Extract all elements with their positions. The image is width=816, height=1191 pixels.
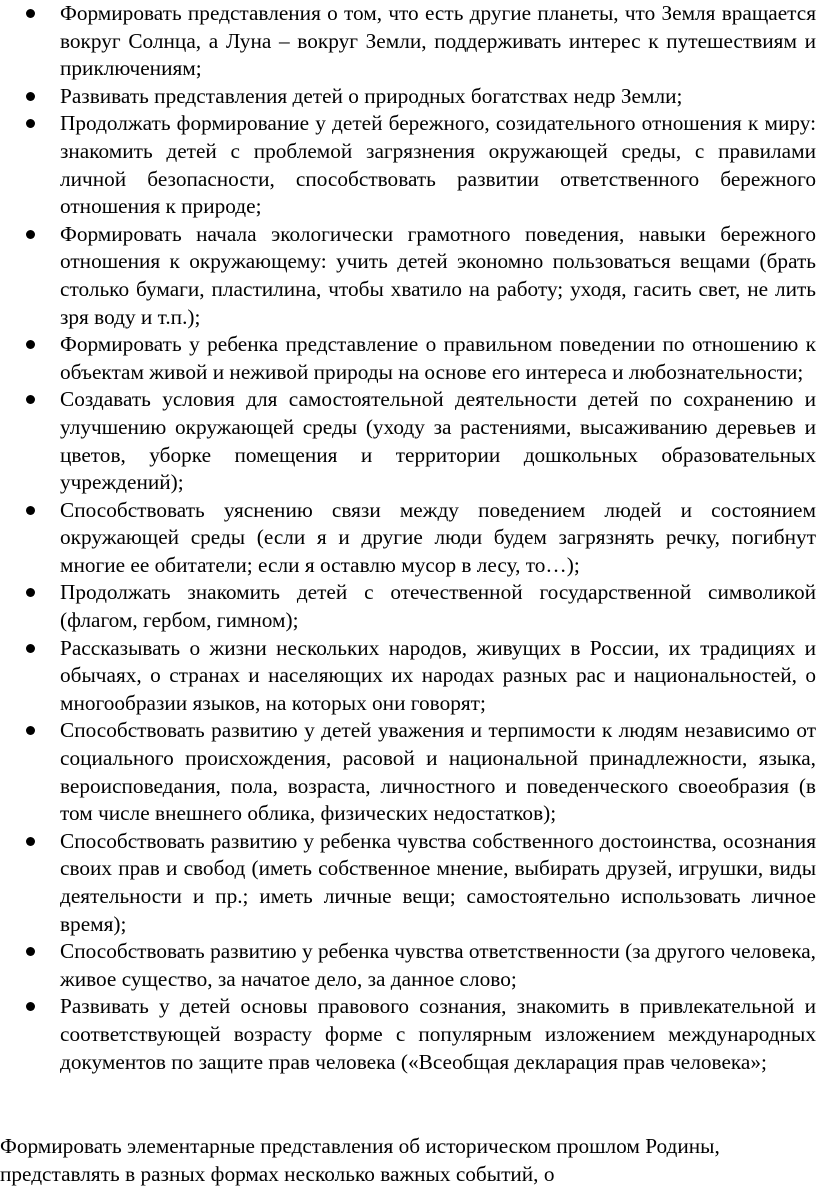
list-item-text: Способствовать развитию у ребенка чувства собственного достоинства, осознания своих прав и свобод (иметь собственное мнение, выбирать друзей, игрушки, виды деятельности и пр.; иметь личные вещи; самостоятельно использовать личное время); (60, 828, 816, 936)
bullet-icon (26, 230, 35, 239)
list-item (0, 579, 816, 634)
list-item-text: Способствовать развитию у детей уважения и терпимости к людям независимо от социального происхождения, расовой и национальной принадлежности, языка, вероисповедания, пола, возраста, личностного и поведенческого своеобразия (в том числе внешнего облика, физических недостатков); (60, 718, 816, 826)
bullet-icon (26, 837, 35, 846)
list-item (0, 221, 816, 331)
bullet-icon (26, 506, 35, 515)
list-item-text: Продолжать формирование у детей бережного, созидательного отношения к миру: знакомить детей с проблемой загрязнения окружающей среды, с правилами личной безопасности, способствовать развитии ответственного бережного отношения к природе; (60, 111, 816, 219)
list-item (0, 635, 816, 718)
list-item (0, 0, 816, 83)
trailing-paragraph (0, 1133, 816, 1188)
list-item (0, 717, 816, 827)
bullet-icon (26, 9, 35, 18)
bullet-icon (26, 588, 35, 597)
list-item-text: Формировать начала экологически грамотного поведения, навыки бережного отношения к окружающему: учить детей экономно пользоваться вещами (брать столько бумаги, пластилина, чтобы хватило на работу; уходя, гасить свет, не лить зря воду и т.п.); (60, 221, 816, 329)
trailing-line: Формировать элементарные представления об историческом прошлом Родины, (0, 1134, 720, 1158)
list-item-text: Продолжать знакомить детей с отечественной государственной символикой (флагом, гербом, гимном); (60, 580, 816, 633)
bullet-icon (26, 92, 35, 101)
bullet-icon (26, 644, 35, 653)
bullet-icon (26, 1002, 35, 1011)
bullet-icon (26, 726, 35, 735)
list-item (0, 110, 816, 220)
list-item (0, 386, 816, 496)
list-item-text: Способствовать уяснению связи между поведением людей и состоянием окружающей среды (если я и другие люди будем загрязнять речку, погибнут многие ее обитатели; если я оставлю мусор в лесу, то…); (60, 497, 816, 577)
list-item-text: Формировать у ребенка представление о правильном поведении по отношению к объектам живой и неживой природы на основе его интереса и любознательности; (60, 332, 816, 384)
list-item-text: Рассказывать о жизни нескольких народов, живущих в России, их традициях и обычаях, о странах и населяющих их народах разных рас и национальностей, о многообразии языков, на которых они говорят; (60, 635, 816, 715)
list-item (0, 828, 816, 938)
trailing-line: представлять в разных формах несколько важных событий, о (0, 1161, 555, 1186)
list-item-text: Развивать представления детей о природных богатствах недр Земли; (60, 83, 683, 108)
bullet-icon (26, 947, 35, 956)
list-item (0, 497, 816, 580)
list-item (0, 331, 816, 386)
bullet-icon (26, 340, 35, 349)
bullet-icon (26, 119, 35, 128)
list-item (0, 938, 816, 993)
list-item (0, 993, 816, 1076)
list-item-text: Формировать представления о том, что есть другие планеты, что Земля вращается вокруг Солнца, а Луна – вокруг Земли, поддерживать интерес к путешествиям и приключениям; (60, 1, 816, 81)
bullet-icon (26, 395, 35, 404)
list-item-text: Создавать условия для самостоятельной деятельности детей по сохранению и улучшению окружающей среды (уходу за растениями, высаживанию деревьев и цветов, уборке помещения и территории дошкольных образовательных учреждений); (60, 387, 816, 495)
list-item (0, 83, 816, 111)
list-item-text: Развивать у детей основы правового сознания, знакомить в привлекательной и соответствующей возрасту форме с популярным изложением международных документов по защите прав человека («Всеобщая декларация прав человека»; (60, 994, 816, 1074)
list-item-text: Способствовать развитию у ребенка чувства ответственности (за другого человека, живое существо, за начатое дело, за данное слово; (60, 939, 816, 991)
